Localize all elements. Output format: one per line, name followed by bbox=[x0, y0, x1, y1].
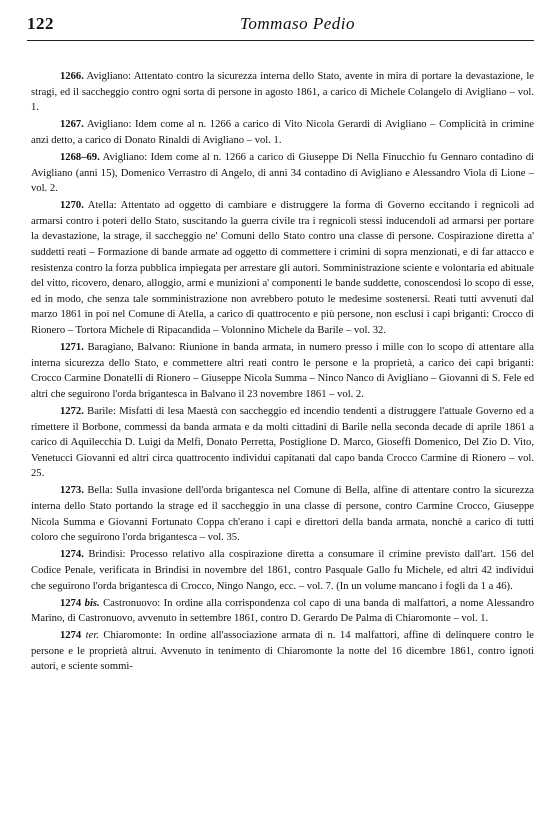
entry-1267 bbox=[31, 117, 534, 148]
entry-text: Barile: Misfatti di lesa Maestà con saccheggio ed incendio tendenti a distruggere l'attuale Governo ed a rimettere il Borbone, commessi da banda armata e da molti cittadini di Barile nella seconda decade di aprile 1861 a carico di Aquilecchia D. Luigi da Melfi, Donato Perretta, Postiglione D. Marco, Gioseffi Domenico, Del Zio D. Vito, Venetucci Giovanni ed altri circa quattrocento individui capitanati dal capo banda Crocco Carmine di Rionero – vol. 25. bbox=[31, 405, 534, 480]
entry-number: 1271. bbox=[60, 342, 84, 354]
entry-text: Brindisi: Processo relativo alla cospirazione diretta a consumare il crimine previsto dall'art. 156 del Codice Penale, verificata in Brindisi in novembre del 1861, contro Pasquale Gallo fu Michele, ed altri 42 individui che seguirono l'orda brigantesca di Crocco, Ningo Nango, ecc. – vol. 7. (In un volume mancano i fogli da 1 a 46). bbox=[31, 549, 534, 592]
entry-number: 1274 bbox=[60, 630, 82, 642]
entry-suffix: ter. bbox=[85, 630, 99, 642]
running-title: Tommaso Pedio bbox=[240, 14, 355, 33]
entry-text: Avigliano: Attentato contro la sicurezza interna dello Stato, avente in mira di portare la devastazione, le stragi, ed il saccheggio contro ogni sorta di persone in agosto 1861, a carico di Michele Colangelo di Avigliano – vol. 1. bbox=[31, 71, 534, 114]
entry-1274-ter bbox=[31, 628, 534, 675]
entry-1266 bbox=[31, 69, 534, 116]
entry-number: 1266. bbox=[60, 71, 84, 82]
entry-number: 1274. bbox=[60, 549, 84, 561]
entry-1274 bbox=[31, 547, 534, 594]
entry-1270 bbox=[31, 198, 534, 338]
entry-text: Chiaromonte: In ordine all'associazione armata di n. 14 malfattori, affine di delinquere contro le persone e le proprietà altrui. Avvenuto in tenimento di Chiaromonte la notte del 16 dicembre 1861, contro ignoti autori, e sciente sommi- bbox=[31, 630, 534, 673]
entry-text: Avigliano: Idem come al n. 1266 a carico di Giuseppe Di Nella Finucchio fu Gennaro contadino di Avigliano (anni 15), Domenico Verrastro di Angelo, di anni 34 contadino di Avigliano e Alessandro Viola di Lione – vol. 2. bbox=[31, 151, 534, 195]
entry-number: 1270. bbox=[60, 200, 84, 212]
entry-list bbox=[27, 69, 534, 675]
entry-1272 bbox=[31, 404, 534, 482]
entry-number: 1268–69. bbox=[60, 151, 100, 163]
running-header bbox=[27, 14, 534, 41]
entry-1271 bbox=[31, 340, 534, 402]
entry-number: 1274 bbox=[60, 597, 82, 609]
entry-1274-bis bbox=[31, 596, 534, 627]
entry-1273 bbox=[31, 483, 534, 545]
page-number: 122 bbox=[27, 14, 54, 33]
entry-text: Atella: Attentato ad oggetto di cambiare e distruggere la forma di Governo eccitando i regnicoli ad armarsi contro i poteri dello Stato, suscitando la guerra civile tra i regnicoli stessi inducendoli ad armarsi per portare la devastazione, la strage, il saccheggio ne' Comuni dello Stato contro una classe di persone. Cospirazione diretta a' suddetti reati – Formazione di bande armate ad oggetto di commettere i crimini di sopra menzionati, e di far attacco e resistenza contro la forza pubblica impiegata per arrestare gli autori. Somministrazione sciente e volontaria ed abituale del vitto, ricovero, denaro, alloggio, armi e munizioni a' componenti le bande suddette, conoscendosi lo scopo di esse, ed in modo, che senza tale somministrazione non avrebbero potuto le medesime sostenersi. Reati tutti avvenuti dal marzo 1861 in poi nel Comune di Atella, a carico di quattrocento e più persone, non esclusi i capi briganti: Crocco di Rionero – Tortora Michele di Ripacandida – Volonnino Michele da Barile – vol. 32. bbox=[31, 200, 534, 336]
entry-number: 1273. bbox=[60, 485, 84, 497]
entry-1268-69 bbox=[31, 150, 534, 197]
entry-number: 1267. bbox=[60, 119, 84, 131]
entry-text: Avigliano: Idem come al n. 1266 a carico di Vito Nicola Gerardi di Avigliano – Complicità in crimine anzi detto, a carico di Donato Rinaldi di Avigliano – vol. 1. bbox=[31, 119, 534, 146]
entry-text: Castronuovo: In ordine alla corrispondenza col capo di una banda di malfattori, a nome Alessandro Marino, di Castronuovo, avvenuto in settembre 1861, contro D. Gerardo De Palma di Chiaromonte – vol. 1. bbox=[31, 597, 534, 625]
entry-text: Baragiano, Balvano: Riunione in banda armata, in numero presso i mille con lo scopo di attentare alla interna sicurezza dello Stato, e commettere altri reati contro le persone e la proprietà, a carico dei capi briganti: Crocco Carmine Donatelli di Rionero – Giuseppe Nicola Summa – Ninco Nanco di Avigliano – Giovanni di S. Fele ed altri che seguirono l'orda brigantesca in Balvano il 23 novembre 1861 – vol. 2. bbox=[31, 342, 534, 400]
entry-number: 1272. bbox=[60, 405, 84, 417]
entry-suffix: bis. bbox=[84, 597, 100, 609]
entry-text: Bella: Sulla invasione dell'orda brigantesca nel Comune di Bella, alfine di attentare contro la sicurezza interna dello Stato portando la strage ed il saccheggio in una classe di persone, contro Carmine Crocco, Giuseppe Nicola Summa e Giovanni Fortunato Coppa ch'erano i capi e direttori della banda armata, nonchè a carico di tutti coloro che seguirono l'orda brigantesca – vol. 35. bbox=[31, 485, 534, 544]
